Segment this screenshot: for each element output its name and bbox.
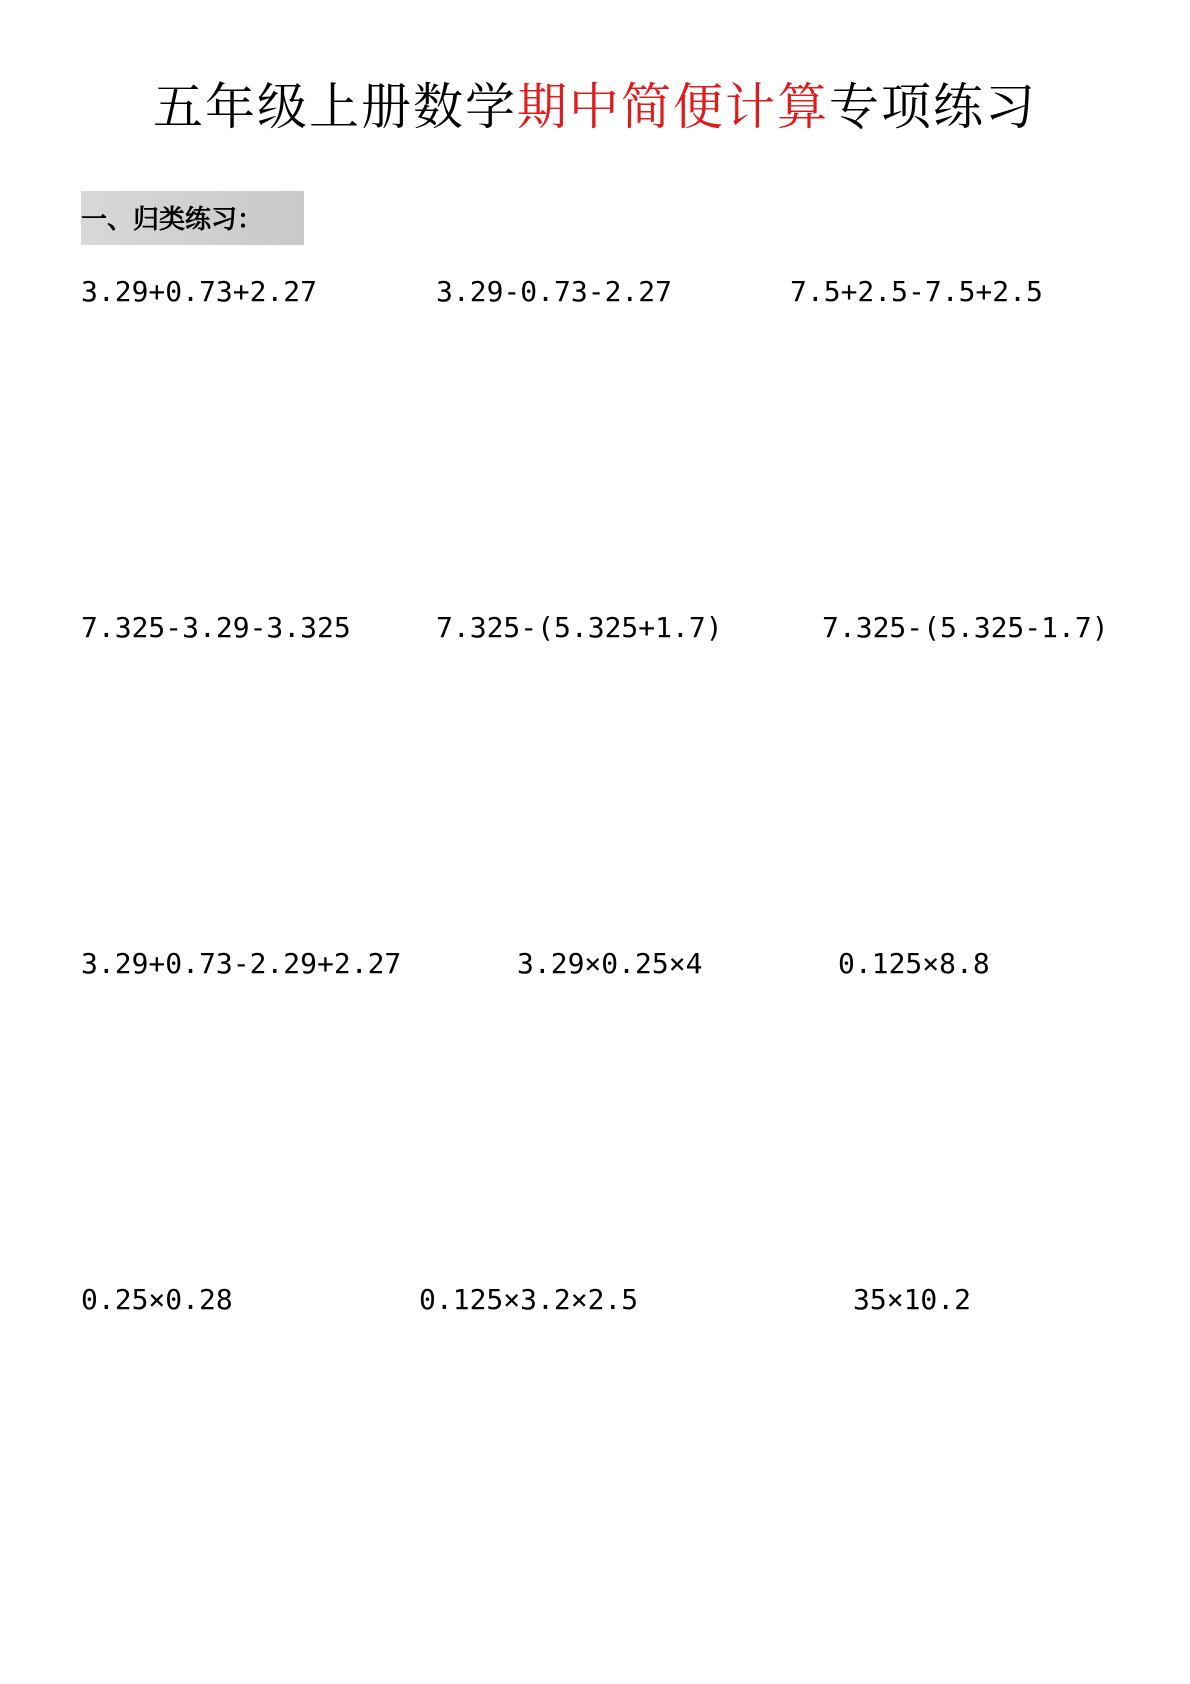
title-part-3: 专项练习 <box>829 78 1037 136</box>
problem-6: 7.325-(5.325-1.7) <box>822 611 1109 644</box>
problem-3: 7.5+2.5-7.5+2.5 <box>790 275 1043 308</box>
problem-11: 0.125×3.2×2.5 <box>419 1283 639 1316</box>
title-highlight: 期中简便计算 <box>517 78 829 136</box>
problem-2: 3.29-0.73-2.27 <box>436 275 673 308</box>
section-heading: 一、归类练习： <box>81 191 304 245</box>
problem-4: 7.325-3.29-3.325 <box>81 611 351 644</box>
problem-10: 0.25×0.28 <box>81 1283 233 1316</box>
problem-12: 35×10.2 <box>853 1283 972 1316</box>
problem-5: 7.325-(5.325+1.7) <box>436 611 723 644</box>
problem-8: 3.29×0.25×4 <box>517 947 703 980</box>
problem-7: 3.29+0.73-2.29+2.27 <box>81 947 402 980</box>
title-part-1: 五年级上册数学 <box>153 78 517 136</box>
page-title <box>0 72 1190 142</box>
problem-9: 0.125×8.8 <box>838 947 990 980</box>
problem-1: 3.29+0.73+2.27 <box>81 275 318 308</box>
